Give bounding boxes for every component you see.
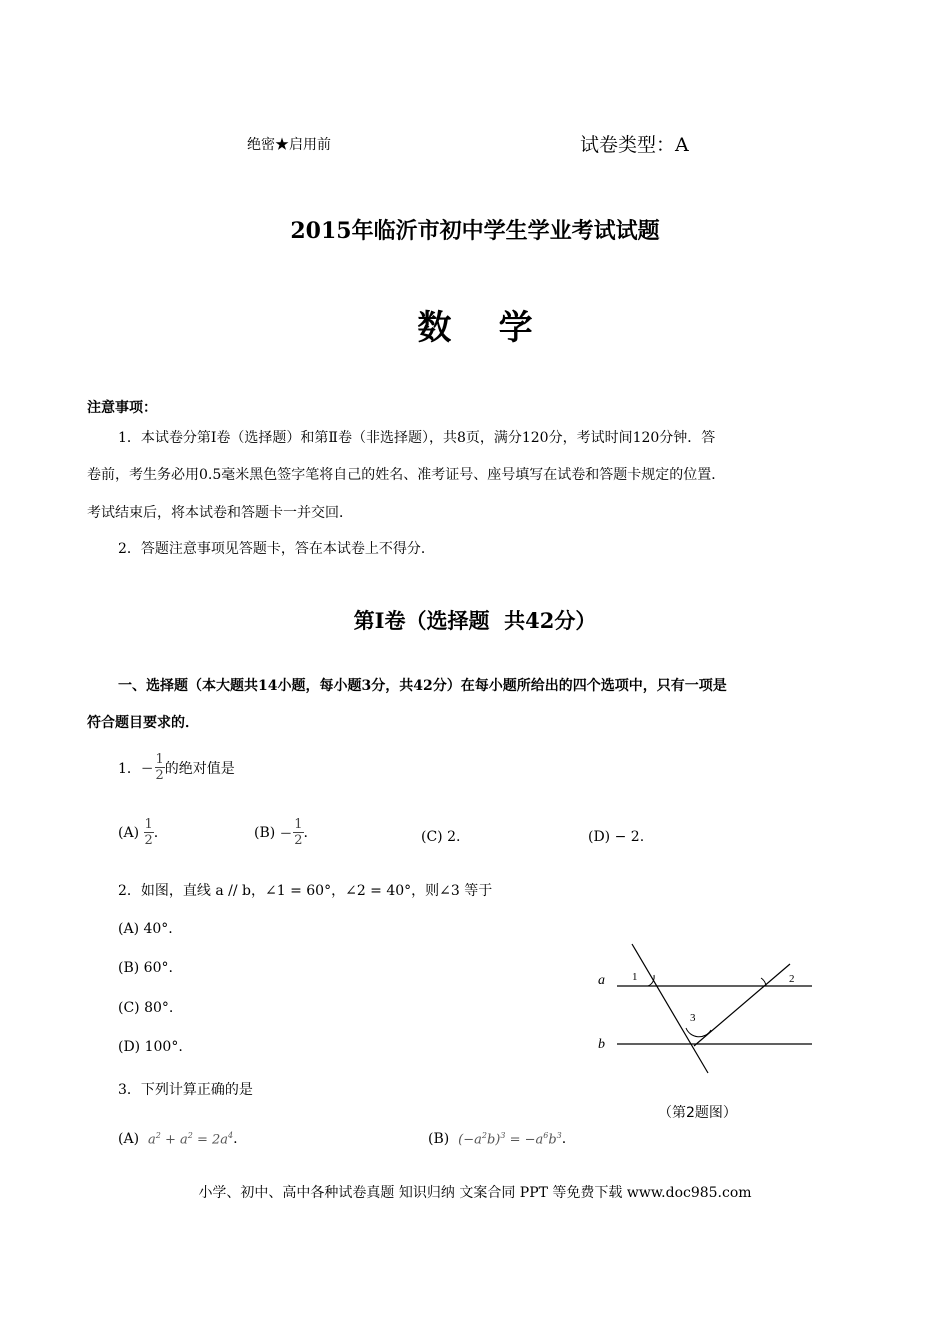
fraction: $\frac{1}{2}$ xyxy=(155,752,164,783)
option-1b[interactable]: (B) − $\frac{1}{2}$ . xyxy=(254,817,308,848)
parallel-lines-figure xyxy=(590,940,830,1080)
math-expression: $a^2 + a^2 = 2a^4$ xyxy=(147,1131,234,1148)
option-3a[interactable]: (A) $a^2 + a^2 = 2a^4$ . xyxy=(118,1131,238,1148)
question-1-suffix: 的绝对值是 xyxy=(164,760,235,777)
exam-title: 2015年临沂市初中学生学业考试试题 xyxy=(290,218,660,244)
notice-line-3: 考试结束后，将本试卷和答题卡一并交回． xyxy=(87,505,353,521)
paper-type-label: 试卷类型：A xyxy=(580,134,689,156)
section-instruction-2: 符合题目要求的． xyxy=(87,715,199,731)
option-1a[interactable]: (A) $\frac{1}{2}$ . xyxy=(118,817,159,848)
question-number: 1． xyxy=(118,760,141,777)
option-2b[interactable]: (B) 60°. xyxy=(118,960,173,976)
notice-line-4: 2．答题注意事项见答题卡，答在本试卷上不得分． xyxy=(118,541,435,557)
notice-heading: 注意事项： xyxy=(87,400,157,416)
section-instruction-1: 一、选择题（本大题共14小题，每小题3分，共42分）在每小题所给出的四个选项中，只有一项是 xyxy=(118,678,727,694)
figure-caption: （第2题图） xyxy=(658,1105,737,1121)
angle-3-label: 3 xyxy=(690,1012,696,1024)
subject-title: 数 学 xyxy=(417,308,533,348)
fraction: $\frac{1}{2}$ xyxy=(294,817,303,848)
transversal-1 xyxy=(632,944,708,1073)
math-expression: $(-a^2b)^3 = -a^6b^3$ xyxy=(458,1131,562,1148)
question-3: 3．下列计算正确的是 xyxy=(118,1082,253,1098)
angle-1-label: 1 xyxy=(632,971,638,983)
option-1c[interactable]: (C) 2. xyxy=(421,829,461,845)
label-a: a xyxy=(598,973,605,988)
label-b: b xyxy=(598,1037,605,1052)
angle-2-label: 2 xyxy=(789,973,795,985)
option-2d[interactable]: (D) 100°. xyxy=(118,1039,183,1055)
footer-text: 小学、初中、高中各种试卷真题 知识归纳 文案合同 PPT 等免费下载 www.doc985.com xyxy=(198,1185,752,1201)
angle-3-arc xyxy=(686,1028,711,1037)
option-1d[interactable]: (D) − 2. xyxy=(588,829,645,845)
option-3b[interactable]: (B) $(-a^2b)^3 = -a^6b^3$ . xyxy=(428,1131,567,1148)
fraction: $\frac{1}{2}$ xyxy=(144,817,153,848)
question-2: 2．如图，直线 a // b，∠1 = 60°，∠2 = 40°，则∠3 等于 xyxy=(118,883,493,899)
negative-sign: − xyxy=(140,758,154,777)
option-2c[interactable]: (C) 80°. xyxy=(118,1000,174,1016)
notice-line-2: 卷前，考生务必用0.5毫米黑色签字笔将自己的姓名、准考证号、座号填写在试卷和答题卡规定的位置． xyxy=(87,467,726,483)
notice-line-1: 1．本试卷分第Ⅰ卷（选择题）和第Ⅱ卷（非选择题），共8页，满分120分，考试时间120分钟．答 xyxy=(118,430,716,446)
option-2a[interactable]: (A) 40°. xyxy=(118,921,173,937)
section-title: 第Ⅰ卷（选择题 共42分） xyxy=(353,608,597,633)
confidential-label: 绝密★启用前 xyxy=(247,137,331,153)
question-1 xyxy=(118,753,235,782)
